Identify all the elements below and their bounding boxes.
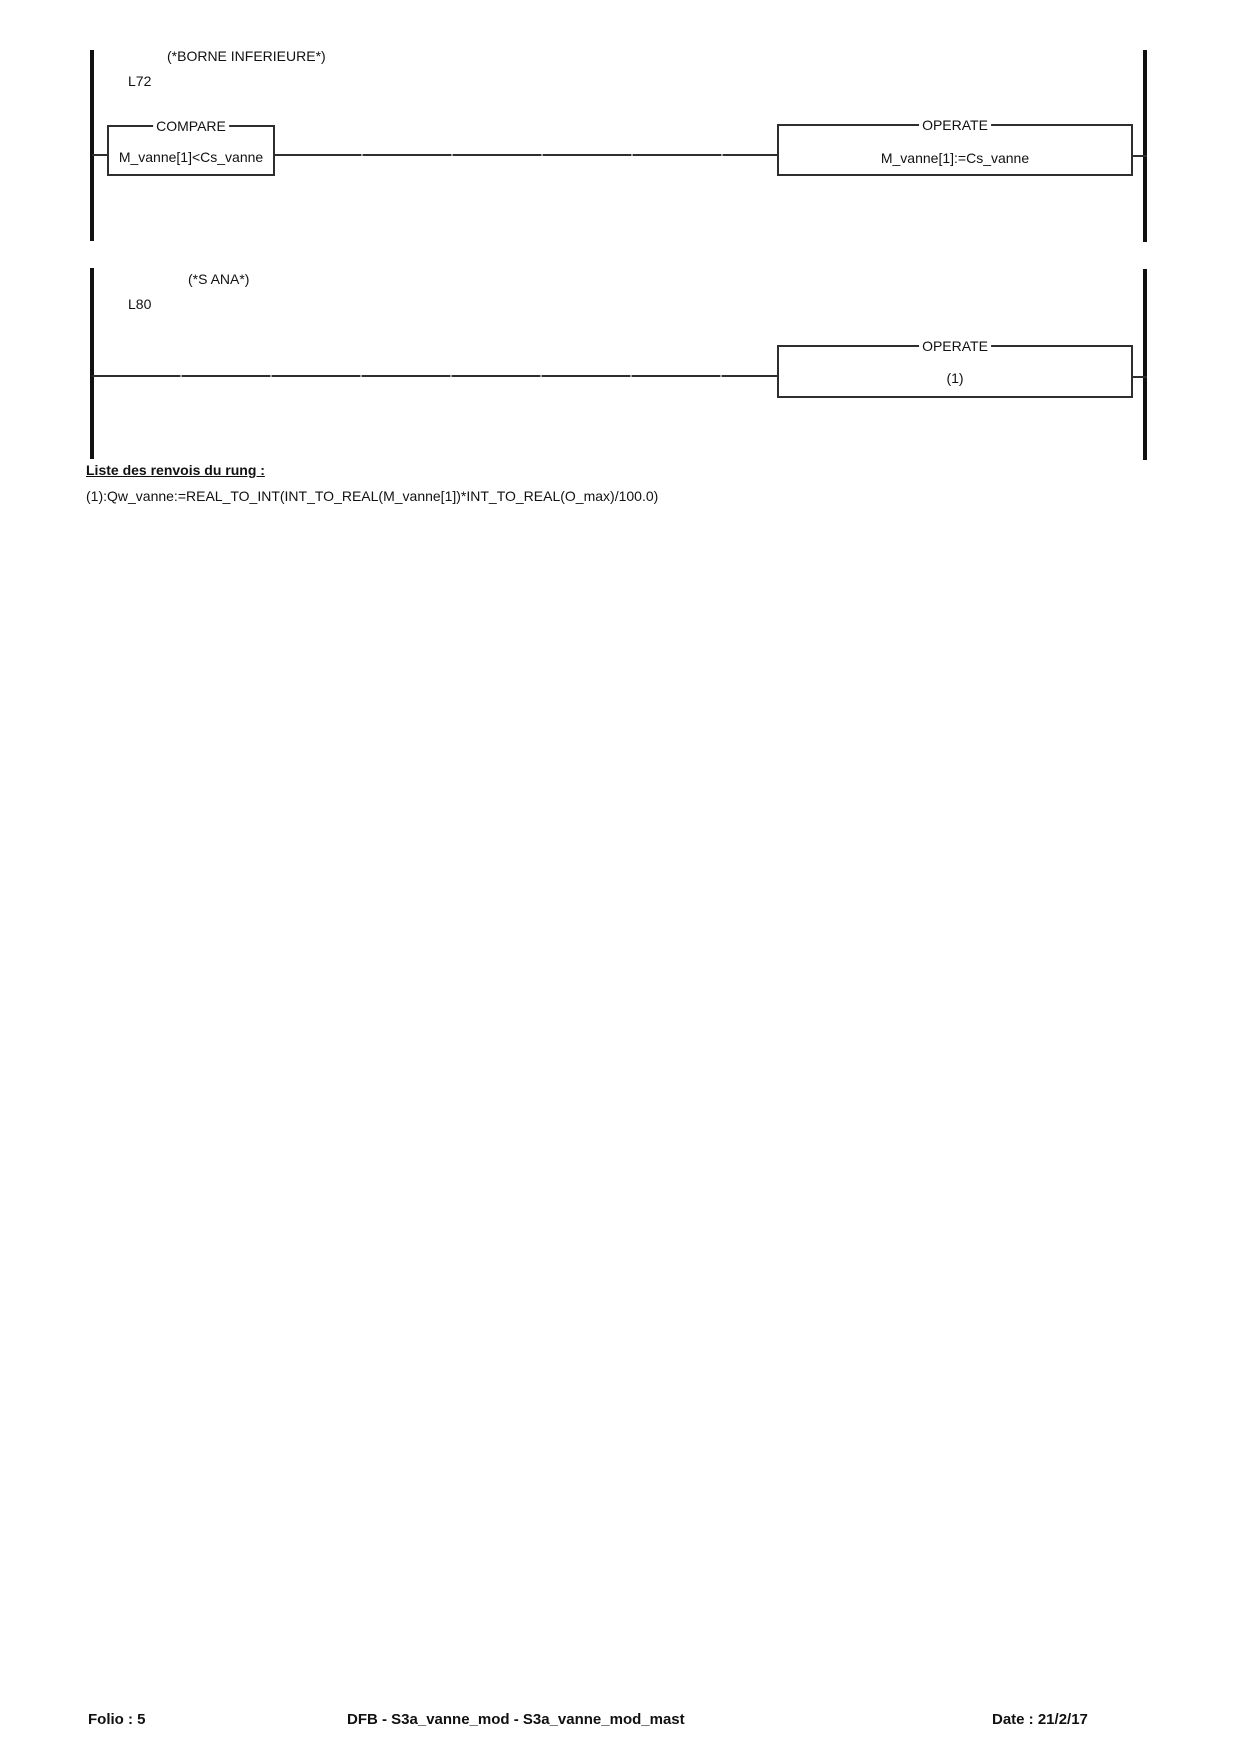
block-expression: M_vanne[1]:=Cs_vanne [880, 149, 1030, 166]
block-expression: (1) [946, 369, 964, 386]
rung-comment: (*BORNE INFERIEURE*) [167, 48, 326, 64]
rung-comment: (*S ANA*) [188, 271, 250, 287]
footer-folio: Folio : 5 [88, 1711, 146, 1728]
rung-label: L72 [128, 73, 152, 89]
reference-item: (1):Qw_vanne:=REAL_TO_INT(INT_TO_REAL(M_vanne[1])*INT_TO_REAL(O_max)/100.0) [86, 488, 659, 504]
block-title: OPERATE [919, 338, 991, 354]
wire-segment [1131, 376, 1147, 378]
left-power-rail [90, 50, 94, 241]
wire-segment [273, 154, 779, 156]
right-power-rail [1143, 269, 1147, 460]
rung-label: L80 [128, 296, 152, 312]
left-power-rail [90, 268, 94, 459]
block-title: COMPARE [153, 118, 229, 134]
operate-block [777, 116, 1133, 176]
right-power-rail [1143, 50, 1147, 242]
references-heading: Liste des renvois du rung : [86, 462, 265, 478]
footer-date: Date : 21/2/17 [992, 1711, 1088, 1728]
wire-segment [1131, 155, 1147, 157]
footer-document-title: DFB - S3a_vanne_mod - S3a_vanne_mod_mast [347, 1711, 685, 1728]
wire-segment [92, 375, 779, 377]
block-title: OPERATE [919, 117, 991, 133]
block-expression: M_vanne[1]<Cs_vanne [118, 148, 264, 165]
compare-block [107, 117, 275, 176]
operate-block [777, 337, 1133, 398]
